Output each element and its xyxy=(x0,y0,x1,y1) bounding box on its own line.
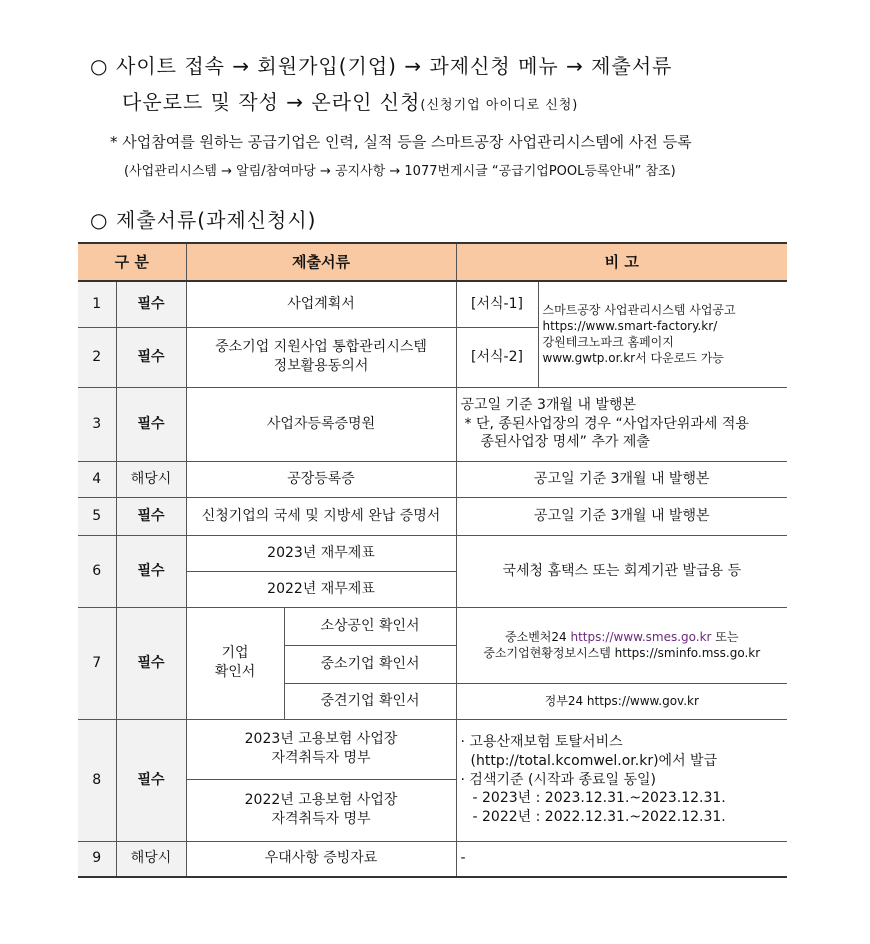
remark-line: 종된사업장 명세” 추가 제출 xyxy=(480,434,650,451)
remark-line: · 고용산재보험 토탈서비스 xyxy=(460,733,623,750)
row-remark xyxy=(456,607,787,683)
remark-line: · 검색기준 (시작과 종료일 동일) xyxy=(460,771,656,788)
remark-line: 스마트공장 사업관리시스템 사업공고 xyxy=(542,302,736,317)
row-document: 신청기업의 국세 및 지방세 완납 증명서 xyxy=(186,497,456,535)
bullet-1-line-2-small: (신청기업 아이디로 신청) xyxy=(420,98,579,113)
row-type: 필수 xyxy=(116,327,186,387)
document-line: 자격취득자 명부 xyxy=(271,750,371,766)
remark-suffix: 또는 xyxy=(711,629,739,644)
note-line-2: (사업관리시스템 → 알림/참여마당 → 공지사항 → 1077번게시글 “공급기업POOL등록안내” 참조) xyxy=(124,164,676,179)
remark-line: www.gwtp.or.kr서 다운로드 가능 xyxy=(542,351,724,366)
circle-bullet-icon: ○ xyxy=(90,54,109,78)
table-row xyxy=(78,387,787,461)
row-number: 6 xyxy=(78,535,116,607)
section-title: 제출서류(과제신청시) xyxy=(116,208,317,232)
row-type: 필수 xyxy=(116,535,186,607)
row-document: 2023년 재무제표 xyxy=(186,535,456,571)
document-line: 2023년 고용보험 사업장 xyxy=(244,731,398,748)
row-document: 중소기업 확인서 xyxy=(284,645,456,683)
bullet-1-line-2 xyxy=(122,86,578,115)
row-document: 소상공인 확인서 xyxy=(284,607,456,645)
row-document: 우대사항 증빙자료 xyxy=(186,841,456,877)
row-type: 필수 xyxy=(116,497,186,535)
required-documents-table xyxy=(78,242,787,878)
row-remark: 공고일 기준 3개월 내 발행본 xyxy=(456,497,787,535)
remark-prefix: 중소벤처24 xyxy=(505,629,571,644)
remark-line: * 단, 종된사업장의 경우 “사업자단위과세 적용 xyxy=(464,415,749,432)
remark-line xyxy=(461,629,784,645)
row-type: 해당시 xyxy=(116,461,186,497)
rows-1-2-remark xyxy=(538,281,787,387)
remark-line: 공고일 기준 3개월 내 발행본 xyxy=(460,396,636,413)
remark-line: 강원테크노파크 홈페이지 xyxy=(542,335,674,350)
row-group xyxy=(186,607,284,719)
row-type: 필수 xyxy=(116,387,186,461)
row-document xyxy=(186,779,456,841)
table-row xyxy=(78,281,787,327)
bullet-1-text: 사이트 접속 → 회원가입(기업) → 과제신청 메뉴 → 제출서류 xyxy=(116,54,673,78)
table-row xyxy=(78,841,787,877)
remark-url: https://www.smart-factory.kr/ xyxy=(542,319,718,334)
row-number: 1 xyxy=(78,281,116,327)
document-line: 정보활용동의서 xyxy=(273,358,369,374)
row-document: 사업계획서 xyxy=(186,281,456,327)
row-document: 공장등록증 xyxy=(186,461,456,497)
bullet-1-line-1 xyxy=(90,50,672,79)
document-line: 중소기업 지원사업 통합관리시스템 xyxy=(215,339,427,356)
row-type: 해당시 xyxy=(116,841,186,877)
remark-line: (http://total.kcomwel.or.kr)에서 발급 xyxy=(470,752,718,769)
bullet-1-line-2-main: 다운로드 및 작성 → 온라인 신청 xyxy=(122,90,421,114)
document-line: 2022년 고용보험 사업장 xyxy=(244,792,398,809)
row-document xyxy=(186,719,456,779)
row-remark: 국세청 홈택스 또는 회계기관 발급용 등 xyxy=(456,535,787,607)
row-type: 필수 xyxy=(116,719,186,841)
row-number: 9 xyxy=(78,841,116,877)
row-number: 2 xyxy=(78,327,116,387)
row-document: 중견기업 확인서 xyxy=(284,683,456,719)
row-form: [서식-2] xyxy=(456,327,538,387)
row-remark xyxy=(456,719,787,841)
bullet-2-line xyxy=(90,204,317,233)
group-line: 확인서 xyxy=(214,664,256,680)
row-remark xyxy=(456,387,787,461)
note-line-1: * 사업참여를 원하는 공급기업은 인력, 실적 등을 스마트공장 사업관리시스템에 사전 등록 xyxy=(110,133,692,151)
table-row xyxy=(78,719,787,779)
header-documents: 제출서류 xyxy=(186,243,456,281)
remark-url-link[interactable]: https://www.smes.go.kr xyxy=(570,629,712,644)
remark-line: 중소기업현황정보시스템 https://sminfo.mss.go.kr xyxy=(483,646,761,660)
row-remark: - xyxy=(456,841,787,877)
table-row xyxy=(78,461,787,497)
table-row xyxy=(78,607,787,645)
table-row xyxy=(78,535,787,571)
row-number: 5 xyxy=(78,497,116,535)
row-document xyxy=(186,327,456,387)
remark-line: - 2022년 : 2022.12.31.~2022.12.31. xyxy=(472,809,726,826)
row-document: 2022년 재무제표 xyxy=(186,571,456,607)
row-form: [서식-1] xyxy=(456,281,538,327)
circle-bullet-icon: ○ xyxy=(90,208,109,232)
table-header-row xyxy=(78,243,787,281)
row-number: 3 xyxy=(78,387,116,461)
row-type: 필수 xyxy=(116,281,186,327)
remark-line: - 2023년 : 2023.12.31.~2023.12.31. xyxy=(472,790,726,807)
row-number: 7 xyxy=(78,607,116,719)
header-category: 구 분 xyxy=(78,243,186,281)
row-remark: 공고일 기준 3개월 내 발행본 xyxy=(456,461,787,497)
table-row xyxy=(78,497,787,535)
document-line: 자격취득자 명부 xyxy=(271,811,371,827)
row-document: 사업자등록증명원 xyxy=(186,387,456,461)
row-type: 필수 xyxy=(116,607,186,719)
group-line: 기업 xyxy=(221,645,249,662)
header-remarks: 비 고 xyxy=(456,243,787,281)
row-remark: 정부24 https://www.gov.kr xyxy=(456,683,787,719)
row-number: 8 xyxy=(78,719,116,841)
row-number: 4 xyxy=(78,461,116,497)
